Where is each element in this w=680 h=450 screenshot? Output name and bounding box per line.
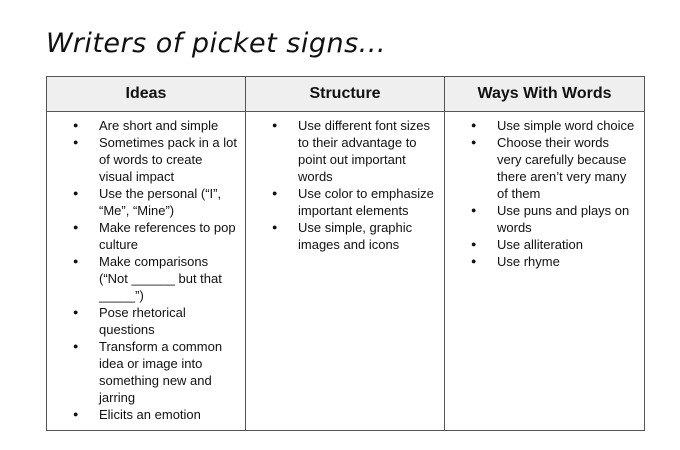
list-item: ● Use different font sizes to their advantage to point out important words [272, 117, 436, 185]
page-title: Writers of picket signs... [46, 28, 386, 59]
list-item: ● Make comparisons (“Not ______ but that _____”) [73, 253, 237, 304]
list-item: ● Use the personal (“I”, “Me”, “Mine”) [73, 185, 237, 219]
column-header-ideas: Ideas [47, 77, 246, 112]
ideas-cell [47, 112, 246, 431]
structure-cell [246, 112, 445, 431]
structure-list [246, 112, 444, 253]
column-header-ways-with-words: Ways With Words [445, 77, 645, 112]
ways-with-words-cell [445, 112, 645, 431]
header-row [47, 77, 645, 112]
list-item: ● Use simple, graphic images and icons [272, 219, 436, 253]
list-item: ● Sometimes pack in a lot of words to create visual impact [73, 134, 237, 185]
picket-sign-table [46, 76, 645, 431]
ways-with-words-list [445, 112, 644, 270]
list-item: ● Are short and simple [73, 117, 237, 134]
list-item: ● Use simple word choice [471, 117, 636, 134]
list-item: ● Make references to pop culture [73, 219, 237, 253]
ideas-list [47, 112, 245, 423]
list-item: ● Use rhyme [471, 253, 636, 270]
content-row [47, 112, 645, 431]
column-header-structure: Structure [246, 77, 445, 112]
list-item: ● Use color to emphasize important elements [272, 185, 436, 219]
list-item: ● Pose rhetorical questions [73, 304, 237, 338]
list-item: ● Use alliteration [471, 236, 636, 253]
list-item: ● Use puns and plays on words [471, 202, 636, 236]
list-item: ● Elicits an emotion [73, 406, 237, 423]
list-item: ● Choose their words very carefully because there aren’t very many of them [471, 134, 636, 202]
list-item: ● Transform a common idea or image into something new and jarring [73, 338, 237, 406]
